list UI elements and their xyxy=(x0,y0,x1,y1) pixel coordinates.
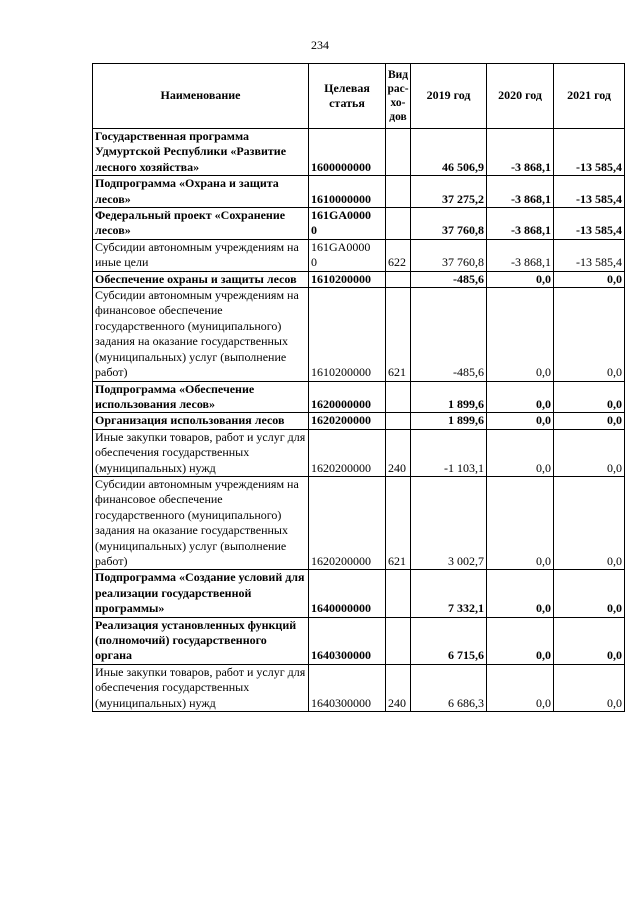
row-name: Субсидии автономным учреждениям на финансовое обеспечение государственного (муниципального) задания на оказание государственных (муниципальных) услуг (выполнение работ) xyxy=(93,476,309,569)
row-name: Организация использования лесов xyxy=(93,413,309,429)
row-2019: 37 275,2 xyxy=(411,176,487,208)
row-vid xyxy=(386,617,411,664)
row-2020: 0,0 xyxy=(487,381,554,413)
row-2021: 0,0 xyxy=(554,271,625,287)
row-2019: 46 506,9 xyxy=(411,129,487,176)
row-code: 1640300000 xyxy=(309,617,386,664)
row-name: Субсидии автономным учреждениям на иные цели xyxy=(93,239,309,271)
row-vid: 240 xyxy=(386,664,411,711)
row-code: 161GA0000 0 xyxy=(309,239,386,271)
table-row xyxy=(93,617,625,664)
row-2021: 0,0 xyxy=(554,617,625,664)
table-row xyxy=(93,176,625,208)
table-row xyxy=(93,476,625,569)
row-code: 1620200000 xyxy=(309,429,386,476)
row-code: 161GA0000 0 xyxy=(309,208,386,240)
row-2019: 1 899,6 xyxy=(411,413,487,429)
row-name: Обеспечение охраны и защиты лесов xyxy=(93,271,309,287)
table-row xyxy=(93,413,625,429)
row-2019: 37 760,8 xyxy=(411,208,487,240)
row-name: Иные закупки товаров, работ и услуг для обеспечения государственных (муниципальных) нужд xyxy=(93,429,309,476)
row-vid: 240 xyxy=(386,429,411,476)
row-2021: 0,0 xyxy=(554,381,625,413)
table-row xyxy=(93,664,625,711)
row-2021: 0,0 xyxy=(554,429,625,476)
row-2021: 0,0 xyxy=(554,570,625,617)
row-2019: 37 760,8 xyxy=(411,239,487,271)
row-2021: 0,0 xyxy=(554,413,625,429)
row-2020: 0,0 xyxy=(487,288,554,381)
row-code: 1620200000 xyxy=(309,476,386,569)
header-vid: Вид рас- хо- дов xyxy=(386,64,411,129)
row-2020: 0,0 xyxy=(487,570,554,617)
budget-table xyxy=(92,63,625,712)
table-row xyxy=(93,271,625,287)
row-vid: 622 xyxy=(386,239,411,271)
table-row xyxy=(93,239,625,271)
row-code: 1620200000 xyxy=(309,413,386,429)
row-2019: 7 332,1 xyxy=(411,570,487,617)
row-vid xyxy=(386,208,411,240)
row-2019: 6 715,6 xyxy=(411,617,487,664)
table-row xyxy=(93,570,625,617)
row-name: Подпрограмма «Охрана и защита лесов» xyxy=(93,176,309,208)
row-2020: -3 868,1 xyxy=(487,129,554,176)
row-2019: -485,6 xyxy=(411,288,487,381)
row-2021: -13 585,4 xyxy=(554,208,625,240)
row-2019: -1 103,1 xyxy=(411,429,487,476)
row-2021: -13 585,4 xyxy=(554,176,625,208)
header-article: Целевая статья xyxy=(309,64,386,129)
row-name: Реализация установленных функций (полномочий) государственного органа xyxy=(93,617,309,664)
header-2020: 2020 год xyxy=(487,64,554,129)
row-name: Подпрограмма «Создание условий для реализации государственной программы» xyxy=(93,570,309,617)
row-2020: 0,0 xyxy=(487,664,554,711)
row-name: Федеральный проект «Сохранение лесов» xyxy=(93,208,309,240)
row-vid: 621 xyxy=(386,476,411,569)
header-row xyxy=(93,64,625,129)
row-vid xyxy=(386,129,411,176)
row-code: 1610000000 xyxy=(309,176,386,208)
table-row xyxy=(93,288,625,381)
row-2020: -3 868,1 xyxy=(487,208,554,240)
row-code: 1620000000 xyxy=(309,381,386,413)
row-2021: 0,0 xyxy=(554,288,625,381)
row-code: 1640000000 xyxy=(309,570,386,617)
row-2021: -13 585,4 xyxy=(554,239,625,271)
header-2021: 2021 год xyxy=(554,64,625,129)
row-2020: 0,0 xyxy=(487,476,554,569)
row-2019: -485,6 xyxy=(411,271,487,287)
header-2019: 2019 год xyxy=(411,64,487,129)
row-vid xyxy=(386,570,411,617)
row-code: 1600000000 xyxy=(309,129,386,176)
row-name: Субсидии автономным учреждениям на финансовое обеспечение государственного (муниципального) задания на оказание государственных (муниципальных) услуг (выполнение работ) xyxy=(93,288,309,381)
row-2020: -3 868,1 xyxy=(487,239,554,271)
row-2019: 3 002,7 xyxy=(411,476,487,569)
row-vid: 621 xyxy=(386,288,411,381)
row-2020: -3 868,1 xyxy=(487,176,554,208)
page-number: 234 xyxy=(311,38,329,52)
row-code: 1640300000 xyxy=(309,664,386,711)
row-name: Иные закупки товаров, работ и услуг для обеспечения государственных (муниципальных) нужд xyxy=(93,664,309,711)
table-row xyxy=(93,381,625,413)
row-2021: -13 585,4 xyxy=(554,129,625,176)
row-name: Государственная программа Удмуртской Республики «Развитие лесного хозяйства» xyxy=(93,129,309,176)
table-row xyxy=(93,129,625,176)
row-vid xyxy=(386,413,411,429)
row-code: 1610200000 xyxy=(309,288,386,381)
row-2019: 6 686,3 xyxy=(411,664,487,711)
row-2020: 0,0 xyxy=(487,429,554,476)
row-2021: 0,0 xyxy=(554,476,625,569)
row-2020: 0,0 xyxy=(487,413,554,429)
row-name: Подпрограмма «Обеспечение использования лесов» xyxy=(93,381,309,413)
header-name: Наименование xyxy=(93,64,309,129)
table-row xyxy=(93,208,625,240)
row-2020: 0,0 xyxy=(487,271,554,287)
table-body xyxy=(93,129,625,712)
row-2020: 0,0 xyxy=(487,617,554,664)
row-2019: 1 899,6 xyxy=(411,381,487,413)
row-vid xyxy=(386,176,411,208)
row-2021: 0,0 xyxy=(554,664,625,711)
table-row xyxy=(93,429,625,476)
row-code: 1610200000 xyxy=(309,271,386,287)
row-vid xyxy=(386,381,411,413)
row-vid xyxy=(386,271,411,287)
